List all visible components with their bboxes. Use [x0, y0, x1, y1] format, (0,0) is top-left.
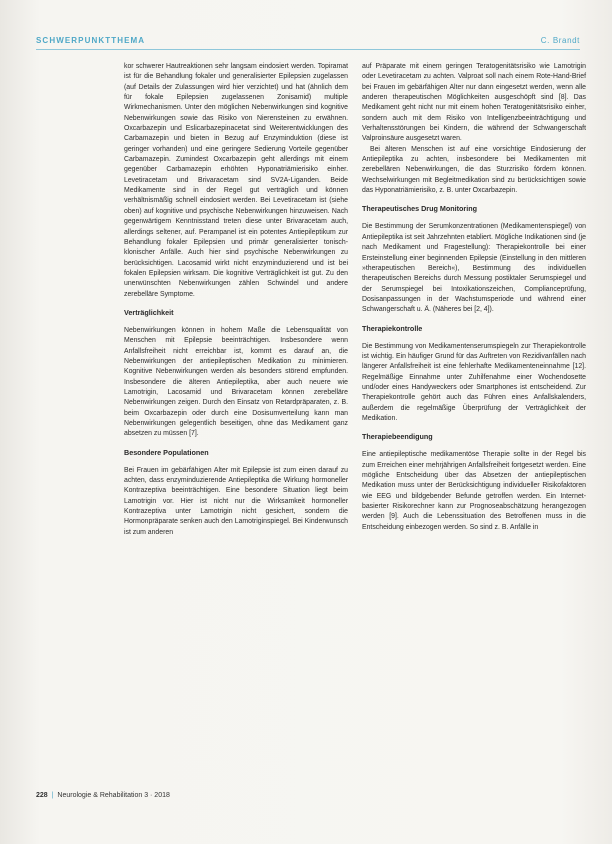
- section-heading: Therapiekontrolle: [362, 323, 423, 333]
- section-heading: Therapeutisches Drug Monitoring: [362, 204, 478, 214]
- journal-citation: Neurologie & Rehabilitation 3 · 2018: [57, 792, 170, 799]
- paragraph: auf Präparate mit einem geringen Teratogenitätsrisiko wie Lamotrigin oder Levetiracetam zu achten. Valproat soll nach einem Rote-Hand-Brief bei Frauen im gebärfähigen Alter nur dann eingesetzt werden, wenn alle anderen therapeutischen Möglichkeiten ausgeschöpft sind [8]. Das Medikament geht nicht nur mit einem hohen Teratogenitätsrisiko einher, sondern auch mit dem Risiko von Intelligenzbeeinträchtigung und Verhaltensstörungen bei Kindern, die während der Schwangerschaft Valproinsäure ausgesetzt waren.: [362, 63, 586, 143]
- page-number: 228: [36, 792, 48, 799]
- author-label: C. Brandt: [540, 36, 580, 45]
- section-heading: Verträglichkeit: [124, 307, 174, 317]
- paragraph: Die Bestimmung der Serumkonzentrationen (Medikamentenspiegel) von Antiepileptika ist seit Jahrzehnten etabliert. Mögliche Indikationen sind (je nach Medikament und Fragestellung): Therapiekontrolle bei einer Ersteinstellung einer beginnenden Epilepsie (Einstellung in den mittleren »therapeutischen Bereich«), Bestimmung des individuellen therapeutischen Bereichs durch Messung postiktaler Serumspiegel und der Serumspiegel bei Intoxikationszeichen, Complianceprüfung, Dosisanpassungen in der Wachstumsperiode und während einer Schwangerschaft u. Ä. (Näheres bei [2, 4]).: [362, 223, 586, 314]
- header-rule: [36, 49, 580, 50]
- paragraph: Bei Frauen im gebärfähigen Alter mit Epilepsie ist zum einen darauf zu achten, dass enzyminduzierende Antiepileptika die Wirkung hormoneller Kontrazeptiva beeinträchtigen. Eine besondere Situation liegt beim Lamotrigin vor. Hier ist nicht nur die Wirksamkeit hormoneller Kontrazeptiva unter Lamotrigin nicht gesichert, sondern die Hormonpräparate senken auch den Lamotriginspiegel. Bei Kinderwunsch ist zum anderen: [124, 466, 348, 536]
- page-footer: [36, 792, 170, 799]
- paragraph: Die Bestimmung von Medikamentenserumspiegeln zur Therapiekontrolle ist wichtig. Ein häufiger Grund für das Auftreten von Rezidivanfällen nach längerer Anfallsfreiheit ist eine fehlerhafte Medikamenteneinnahme [12]. Regelmäßige Einnahme unter Zuhilfenahme einer Wochendosette und/oder eines Handyweckers oder Smartphones ist entscheidend. Zur Therapiekontrolle gehört auch das Führen eines Anfallskalenders, außerdem die regelmäßige Überprüfung der Verträglichkeit der Medikation.: [362, 342, 586, 422]
- footer-separator: |: [51, 792, 54, 799]
- section-heading: Therapiebeendigung: [362, 432, 433, 442]
- section-heading: Besondere Populationen: [124, 447, 209, 457]
- left-text-column: [124, 62, 348, 538]
- paragraph: Eine antiepileptische medikamentöse Therapie sollte in der Regel bis zum Erreichen einer mehrjährigen Anfallsfreiheit fortgesetzt werden. Eine mögliche Entscheidung über das Absetzen der antiepileptischen Medikation muss unter der Berücksichtigung individueller Risikofaktoren wie EEG und bildgebender Befunde getroffen werden. Ein Internet-basierter Risikorechner kann zur Prognoseabschätzung herangezogen werden [9]. Auch die Lebenssituation des Betroffenen muss in die Entscheidung einbezogen werden. So sind z. B. Anfälle in: [362, 451, 586, 531]
- section-label: SCHWERPUNKTTHEMA: [36, 36, 146, 45]
- paragraph: kor schwerer Hautreaktionen sehr langsam eindosiert werden. Topiramat ist für die Behandlung fokaler und generalisierter Epilepsien zugelassen (auf Details der Zulassungen wird hier verzichtet) und hat (ähnlich dem für fokale Epilepsien zugelassenen Zonisamid) multiple Wirkmechanismen. Unter den möglichen Nebenwirkungen sind kognitive Nebenwirkungen sowie das Risiko von Nierensteinen zu erwähnen. Oxcarbazepin und Eslicarbazepinacetat sind Weiterentwicklungen des Carbamazepin und bieten in Bezug auf Enzyminduktion (diese ist geringer vorhanden) und eine geringere Sedierung Vorteile gegenüber Carbamazepin. Zumindest Oxcarbazepin geht allerdings mit einem gegenüber Carbamazepin erhöhten Hyponatriämierisiko einher. Levetiracetam und Brivaracetam sind SV2A-Liganden. Beide Medikamente sind in der Regel gut verträglich und können verhältnismäßig schnell eindosiert werden. Bei Levetiracetam ist (siehe oben) auf kognitive und psychische Nebenwirkungen hinzuweisen. Nach gegenwärtigem Kenntnisstand treten diese unter Brivaracetam auch, allerdings seltener, auf. Perampanel ist ein potentes Antiepileptikum zur Behandlung fokaler Epilepsien und primär generalisierter tonisch-klonischer Anfälle. Auch hier sind psychische Nebenwirkungen zu berücksichtigen. Lacosamid wirkt nicht enzyminduzierend und ist bei fokalen Epilepsien wirksam. Die kognitive Verträglichkeit ist gut. Zu den unerwünschten Nebenwirkungen zählen Schwindel und andere zerebelläre Symptome.: [124, 63, 348, 298]
- right-text-column: [362, 62, 586, 533]
- paragraph: Nebenwirkungen können in hohem Maße die Lebensqualität von Menschen mit Epilepsie beeinträchtigen. Insbesondere wenn Anfallsfreiheit nicht erreichbar ist, kommt es darauf an, die Nebenwirkungen der antiepileptischen Medikation zu minimieren. Kognitive Nebenwirkungen werden als besonders störend empfunden. Insbesondere die älteren Antiepileptika, aber auch neuere wie Lamotrigin, Lacosamid und Brivaracetam können zerebelläre Nebenwirkungen zeigen. Durch den Einsatz von Retardpräparaten, z. B. beim Oxcarbazepin oder durch eine Dosisumverteilung kann man Nebenwirkungen gelegentlich beseitigen, ohne das Medikament ganz absetzen zu müssen [7].: [124, 326, 348, 438]
- paragraph: Bei älteren Menschen ist auf eine vorsichtige Eindosierung der Antiepileptika zu achten, insbesondere bei Medikamenten mit zerebellären Nebenwirkungen, die das Sturzrisiko fördern können. Wechselwirkungen mit Begleitmedikation sind zu berücksichtigen sowie das Hyponatriämierisiko, z. B. unter Oxcarbazepin.: [362, 145, 586, 195]
